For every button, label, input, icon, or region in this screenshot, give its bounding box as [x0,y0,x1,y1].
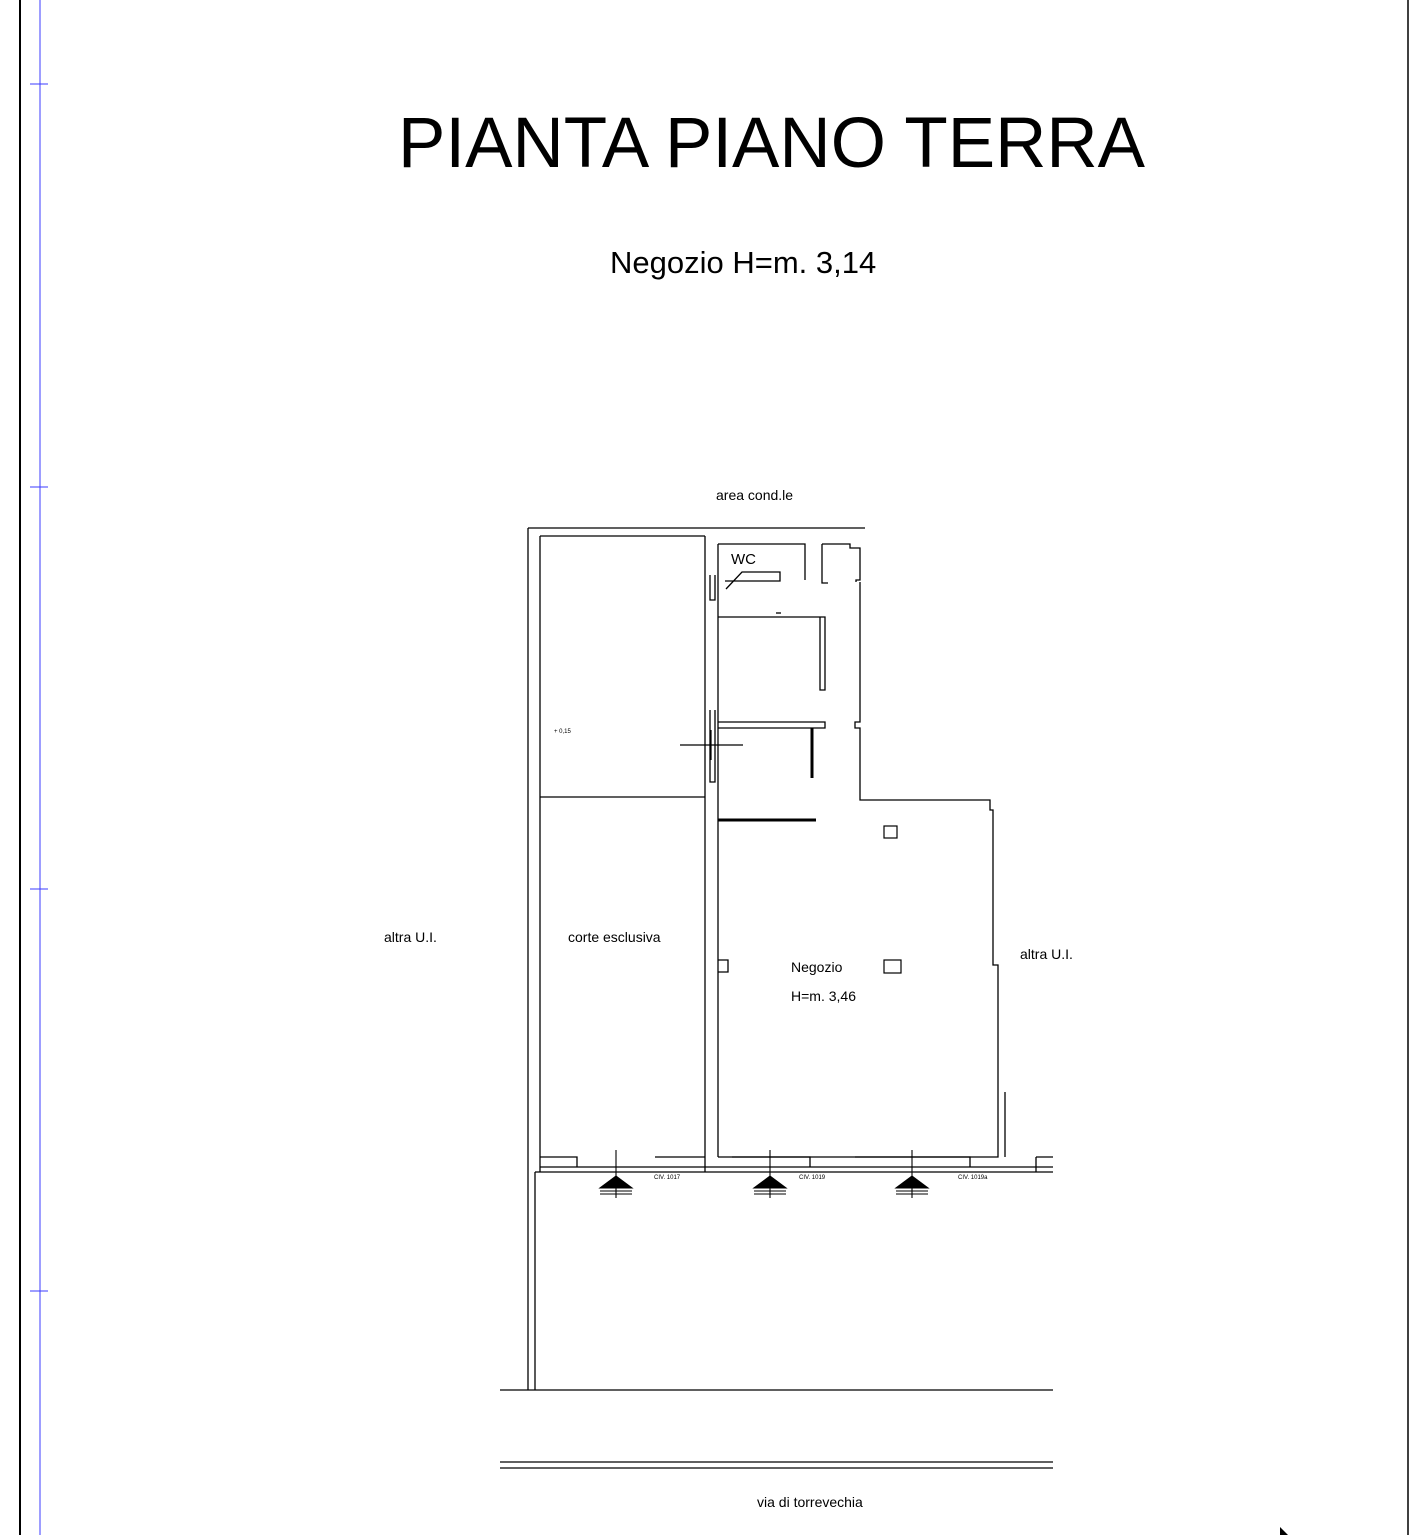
margin-ruler [30,0,48,1535]
label-civico-1017: CIV. 1017 [654,1175,681,1181]
cursor-icon [1280,1527,1288,1535]
label-negozio-height: H=m. 3,46 [791,988,856,1004]
plan-title: PIANTA PIANO TERRA [398,104,1145,183]
plan-subtitle: Negozio H=m. 3,14 [610,245,877,280]
entrance-arrow-icon [600,1150,632,1198]
label-civico-1019a: CIV. 1019a [958,1175,988,1181]
label-area-condominiale: area cond.le [716,487,794,503]
label-negozio: Negozio [791,959,843,975]
label-civico-1019: CIV. 1019 [799,1175,826,1181]
label-altra-ui-left: altra U.I. [384,929,437,945]
label-corte-esclusiva: corte esclusiva [568,929,661,945]
label-street-name: via di torrevechia [757,1494,863,1510]
label-altra-ui-right: altra U.I. [1020,946,1073,962]
label-elevation: + 0,15 [554,729,571,735]
section-cut-mark [680,730,743,760]
plan-walls [500,528,1053,1468]
pillar-markers [884,826,901,973]
label-wc: WC [731,551,756,568]
sheet-frame [20,0,1408,1535]
